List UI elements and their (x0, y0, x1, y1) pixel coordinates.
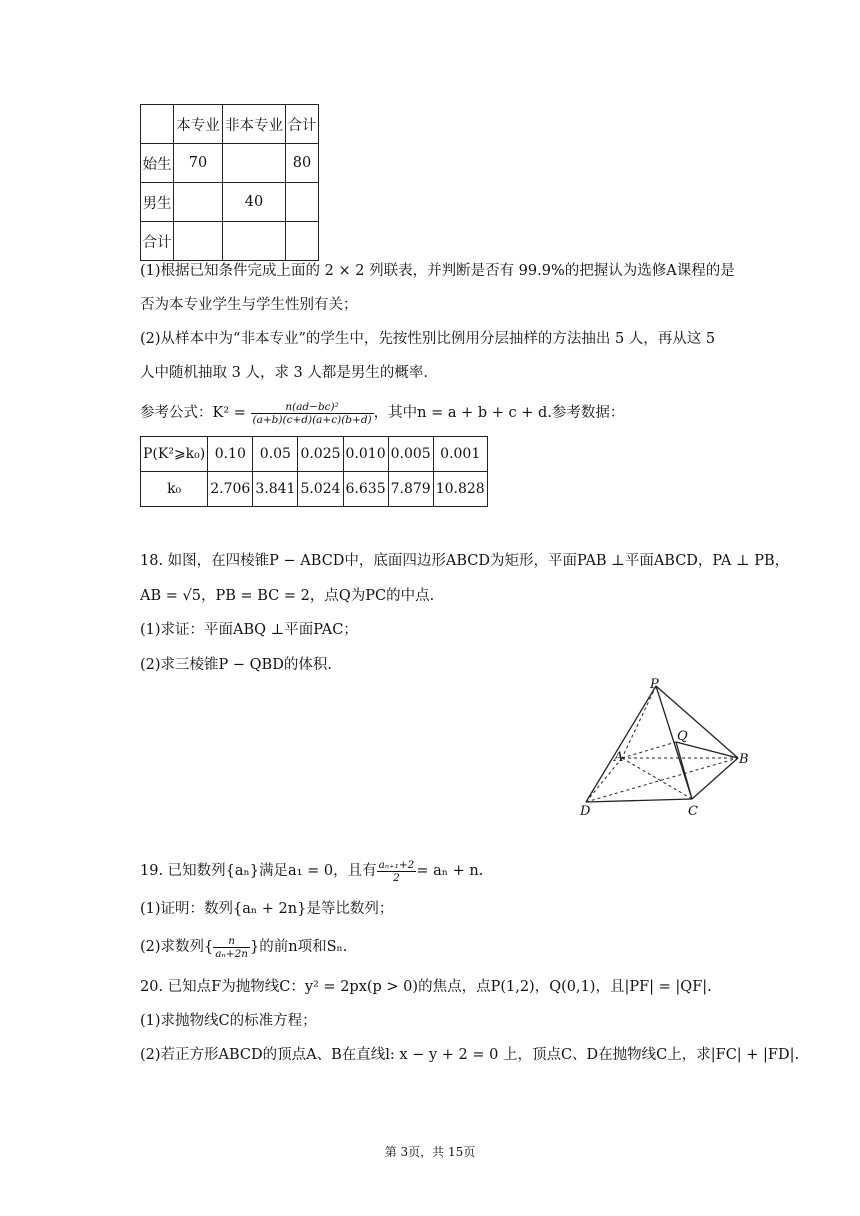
table-row (141, 183, 319, 222)
table-cell: 80 (286, 144, 319, 183)
q17-part1-line1: (1)根据已知条件完成上面的 2 × 2 列联表，并判断是否有 99.9%的把握认为选修A课程的是 (140, 263, 735, 279)
table-cell: 0.05 (253, 437, 298, 472)
formula-line (140, 398, 624, 428)
table-cell: 本专业 (174, 105, 223, 144)
table-cell: 非本专业 (223, 105, 286, 144)
q19-text-a: 19. 已知数列{aₙ}满足a₁ = 0，且有 (140, 863, 377, 879)
q18-line2: AB = √5，PB = BC = 2，点Q为PC的中点. (140, 588, 435, 604)
table-cell: 合计 (286, 105, 319, 144)
table-cell: 5.024 (298, 472, 343, 507)
q20-line1: 20. 已知点F为抛物线C：y² = 2px(p > 0)的焦点，点P(1,2)，Q(0,1)，且|PF| = |QF|. (140, 979, 712, 995)
table-cell: 合计 (141, 222, 174, 261)
pyramid-figure (570, 672, 760, 822)
table-cell: P(K²⩾k₀) (141, 437, 208, 472)
segment-QC-highlight (676, 742, 692, 799)
q19-part2-num: n (213, 935, 250, 948)
q19-part2-fraction (213, 935, 250, 960)
q19-frac-num: aₙ₊₁+2 (378, 858, 415, 871)
q19-line1 (140, 858, 483, 884)
table-cell: 0.10 (208, 437, 253, 472)
table-cell: 10.828 (433, 472, 487, 507)
table-cell: 70 (174, 144, 223, 183)
table-cell (223, 144, 286, 183)
q19-part2-a: (2)求数列{ (140, 939, 214, 955)
table-cell (174, 183, 223, 222)
table-cell: 0.001 (433, 437, 487, 472)
edge-DC (586, 799, 692, 802)
q18-line1: 18. 如图，在四棱锥P − ABCD中，底面四边形ABCD为矩形，平面PAB ⊥平面ABCD，PA ⊥ PB， (140, 553, 790, 569)
formula-suffix: ，其中n = a + b + c + d.参考数据： (373, 405, 625, 421)
label-P: P (650, 677, 659, 692)
table-cell: 0.005 (388, 437, 433, 472)
table-cell: 3.841 (253, 472, 298, 507)
formula-numerator: n(ad−bc)² (251, 401, 374, 414)
contingency-table (140, 104, 319, 261)
label-Q: Q (677, 729, 688, 744)
reference-data-table (140, 436, 488, 507)
formula-denominator: (a+b)(c+d)(a+c)(b+d) (252, 413, 372, 426)
q17-part1-line2: 否为本专业学生与学生性别有关； (140, 297, 358, 313)
table-row (141, 222, 319, 261)
q17-part2-line1: (2)从样本中为“非本专业”的学生中，先按性别比例用分层抽样的方法抽出 5 人，再从这 5 (140, 331, 716, 347)
q18-part1: (1)求证：平面ABQ ⊥平面PAC； (140, 622, 358, 638)
q19-part2-den: aₙ+2n (215, 947, 249, 960)
q19-part1: (1)证明：数列{aₙ + 2n}是等比数列； (140, 901, 394, 917)
table-cell: 2.706 (208, 472, 253, 507)
table-row (141, 105, 319, 144)
q17-part2-line2: 人中随机抽取 3 人，求 3 人都是男生的概率. (140, 365, 428, 381)
q20-part1: (1)求抛物线C的标准方程； (140, 1013, 317, 1029)
table-cell: 40 (223, 183, 286, 222)
table-cell: 男生 (141, 183, 174, 222)
formula-prefix: 参考公式：K² = (140, 405, 251, 421)
label-B: B (739, 752, 749, 767)
table-cell: 7.879 (388, 472, 433, 507)
table-cell (141, 105, 174, 144)
table-cell: k₀ (141, 472, 208, 507)
page-footer: 第 3页，共 15页 (384, 1145, 476, 1159)
label-A: A (614, 750, 624, 765)
table-cell: 始生 (141, 144, 174, 183)
q19-part2 (140, 933, 347, 961)
table-cell: 6.635 (343, 472, 388, 507)
q19-fraction (377, 859, 417, 884)
q19-text-b: = aₙ + n. (416, 863, 484, 879)
q20-part2: (2)若正方形ABCD的顶点A、B在直线l: x − y + 2 = 0 上，顶点C、D在抛物线C上，求|FC| + |FD|. (140, 1047, 800, 1063)
label-D: D (580, 804, 591, 819)
table-row (141, 144, 319, 183)
table-cell (223, 222, 286, 261)
table-cell (286, 183, 319, 222)
q19-part2-b: }的前n项和Sₙ. (250, 939, 348, 955)
formula-fraction (251, 401, 374, 426)
segment-AQ (622, 742, 676, 758)
edge-PA (622, 686, 656, 758)
table-row (141, 472, 488, 507)
table-cell (174, 222, 223, 261)
table-cell (286, 222, 319, 261)
table-cell: 0.025 (298, 437, 343, 472)
table-row (141, 437, 488, 472)
label-C: C (688, 804, 698, 819)
q19-frac-den: 2 (393, 871, 400, 884)
q18-part2: (2)求三棱锥P − QBD的体积. (140, 657, 332, 673)
table-cell: 0.010 (343, 437, 388, 472)
